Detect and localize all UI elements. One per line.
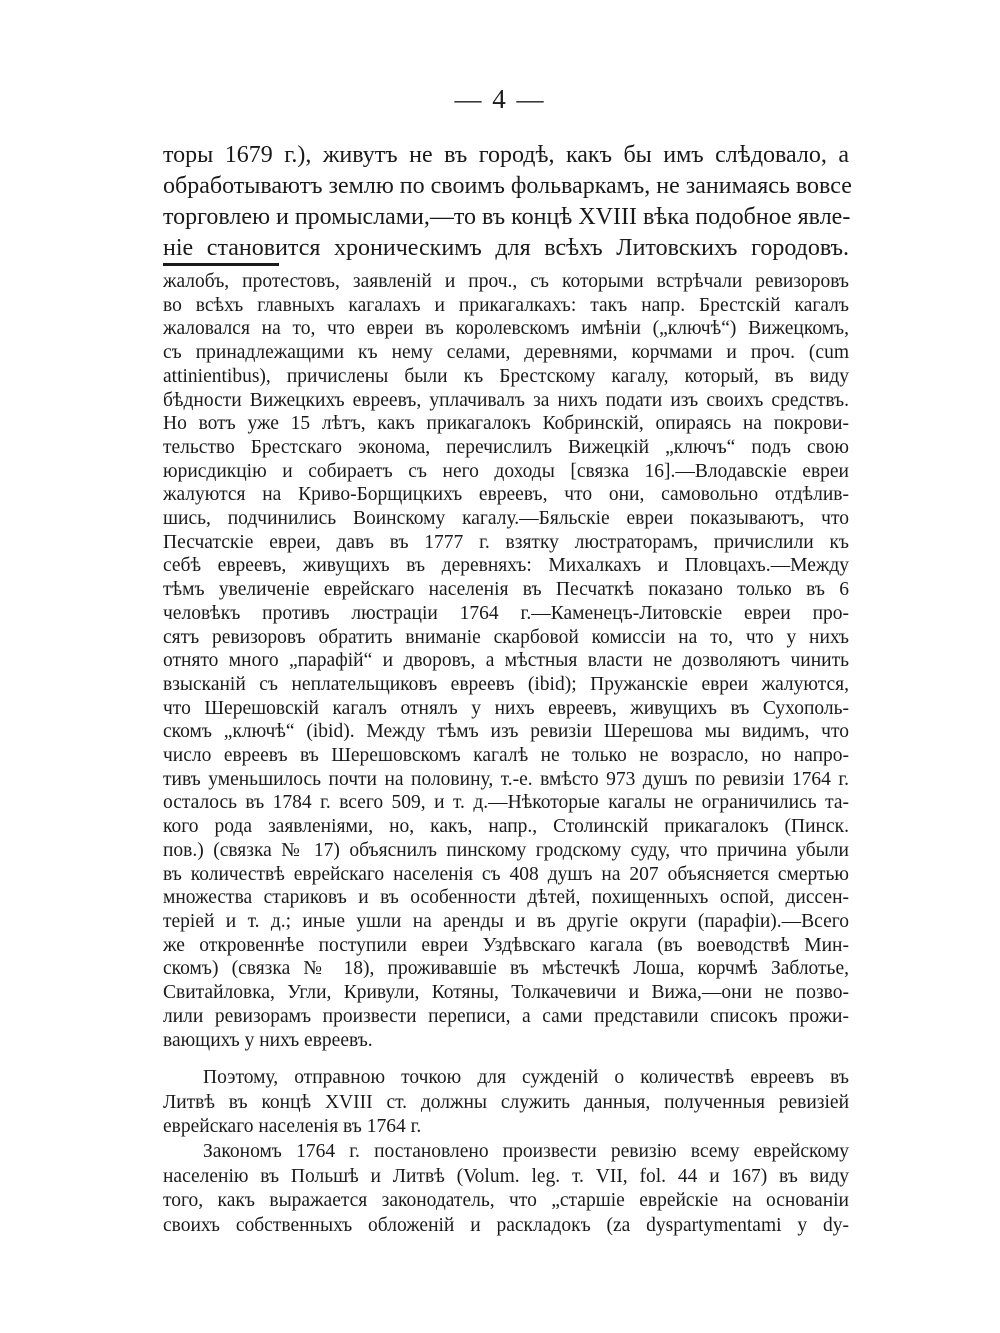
footnote-line: пов.) (связка № 17) объяснилъ пинскому гродскому суду, что причина убыли [163, 839, 849, 861]
footnote-line: во всѣхъ главныхъ кагалахъ и прикагалкахъ: такъ напр. Брестскій кагалъ [163, 294, 849, 316]
page-number: — 4 — [454, 84, 546, 114]
main-text-line: торы 1679 г.), живутъ не въ городѣ, какъ бы имъ слѣдовало, а [163, 142, 849, 168]
footnote-line: бѣдности Вижецкихъ евреевъ, уплачивалъ за нихъ подати изъ своихъ средствъ. [163, 389, 849, 411]
footnote-line: юрисдикцію и собираетъ съ него доходы [связка 16].—Влодавскіе евреи [163, 460, 849, 482]
footnote-line: attinientibus), причислены были къ Брестскому кагалу, который, въ виду [163, 365, 849, 387]
footnote-line: осталось въ 1784 г. всего 509, и т. д.—Нѣкоторые кагалы не ограничились та- [163, 792, 849, 814]
main-text-line: торговлею и промыслами,—то въ концѣ XVIII вѣка подобное явле- [163, 204, 851, 230]
paragraph-line: Поэтому, отправною точкою для сужденій о количествѣ евреевъ въ [203, 1067, 849, 1088]
paragraph-line: своихъ собственныхъ обложеній и раскладокъ (za dyspartymentami y dy- [163, 1214, 849, 1236]
footnote-line: что Шерешовскій кагалъ отнялъ у нихъ евреевъ, живущихъ въ Сухополь- [163, 697, 849, 719]
main-text-line: ніе становится хроническимъ для всѣхъ Литовскихъ городовъ. [163, 235, 849, 261]
paragraph-conclusion [163, 1066, 849, 1140]
footnote-line: тивъ уменьшилось почти на половину, т.-е. вмѣсто 973 душъ по ревизіи 1764 г. [163, 768, 849, 790]
footnote-line: жаловался на то, что евреи въ королевскомъ имѣніи („ключѣ“) Вижецкомъ, [163, 318, 849, 340]
footnote-line: въ количествѣ еврейскаго населенія съ 408 душъ на 207 объясняется смертью [163, 863, 849, 885]
footnote-line: человѣкъ противъ люстраціи 1764 г.—Каменецъ-Литовскіе евреи про- [163, 602, 849, 624]
footnote-line: лили ревизорамъ произвести переписи, а сами представили списокъ прожи- [163, 1005, 849, 1027]
footnote-line: тельство Брестскаго эконома, перечислилъ Вижецкій „ключъ“ подъ свою [163, 436, 849, 458]
paragraph-line: еврейскаго населенія въ 1764 г. [163, 1116, 422, 1138]
footnote-line: число евреевъ въ Шерешовскомъ кагалѣ не только не возрасло, но напро- [163, 745, 849, 767]
footnote-line: жалобъ, протестовъ, заявленій и проч., съ которыми встрѣчали ревизоровъ [163, 271, 849, 292]
footnote-line: сятъ ревизоровъ обратить вниманіе скарбовой комиссіи на то, что у нихъ [163, 626, 849, 648]
main-text-block [163, 140, 852, 264]
footnote-line: же откровеннѣе поступили евреи Уздѣвскаго кагала (въ воеводствѣ Мин- [163, 934, 849, 956]
footnote-line: кого рода заявленіями, но, какъ, напр., Столинскій прикагалокъ (Пинск. [163, 816, 849, 838]
footnote-line: съ принадлежащими къ нему селами, деревнями, корчмами и проч. (cum [163, 342, 849, 364]
footnote-line: теріей и т. д.; иные ушли на аренды и въ другіе округи (парафіи).—Всего [163, 910, 849, 932]
footnote-line: шись, подчинились Воинскому кагалу.—Бяльскіе евреи показываютъ, что [163, 508, 849, 530]
footnote-divider [163, 263, 279, 266]
paragraph-line: Литвѣ въ концѣ XVIII ст. должны служить данныя, полученныя ревизіей [163, 1091, 849, 1113]
footnote-line: отнято много „парафій“ и дворовъ, а мѣстныя власти не дозволяютъ чинить [163, 650, 849, 672]
paragraph-line: Закономъ 1764 г. постановлено произвести ревизію всему еврейскому [203, 1141, 849, 1162]
main-text-line: обработываютъ землю по своимъ фольваркамъ, не занимаясь вовсе [163, 173, 852, 199]
footnote-line: себѣ евреевъ, живущихъ въ деревняхъ: Михалкахъ и Пловцахъ.—Между [163, 555, 849, 577]
footnote-line: Но вотъ уже 15 лѣтъ, какъ прикагалокъ Кобринскій, опираясь на покрови- [163, 413, 849, 435]
paragraph-law-1764 [163, 1140, 849, 1238]
footnote-line: взысканій съ неплательщиковъ евреевъ (ibid); Пружанскіе евреи жалуются, [163, 673, 849, 695]
footnote-line: вающихъ у нихъ евреевъ. [163, 1029, 373, 1051]
footnote-line: множества стариковъ и въ особенности дѣтей, похищенныхъ оспой, диссен- [163, 887, 849, 909]
paragraph-line: населенію въ Польшѣ и Литвѣ (Volum. leg. т. VII, fol. 44 и 167) въ виду [163, 1165, 849, 1187]
footnote-line: Свитайловка, Угли, Кривули, Котяны, Толкачевичи и Вижа,—они не позво- [163, 982, 849, 1004]
footnote-line: жалуются на Криво-Борщицкихъ евреевъ, что они, самовольно отдѣлив- [163, 484, 849, 506]
footnote-line: тѣмъ увеличеніе еврейскаго населенія въ Песчаткѣ показано только въ 6 [163, 579, 849, 601]
footnote-block [163, 270, 849, 1052]
footnote-line: скомъ) (связка № 18), проживавшіе въ мѣстечкѣ Лоша, корчмѣ Заблотье, [163, 958, 849, 980]
footnote-line: Песчатскіе евреи, давъ въ 1777 г. взятку люстраторамъ, причислили къ [163, 531, 849, 553]
footnote-line: скомъ „ключѣ“ (ibid). Между тѣмъ изъ ревизіи Шерешова мы видимъ, что [163, 721, 849, 743]
paragraph-line: того, какъ выражается законодатель, что „старшіе еврейскіе на основаніи [163, 1190, 849, 1212]
